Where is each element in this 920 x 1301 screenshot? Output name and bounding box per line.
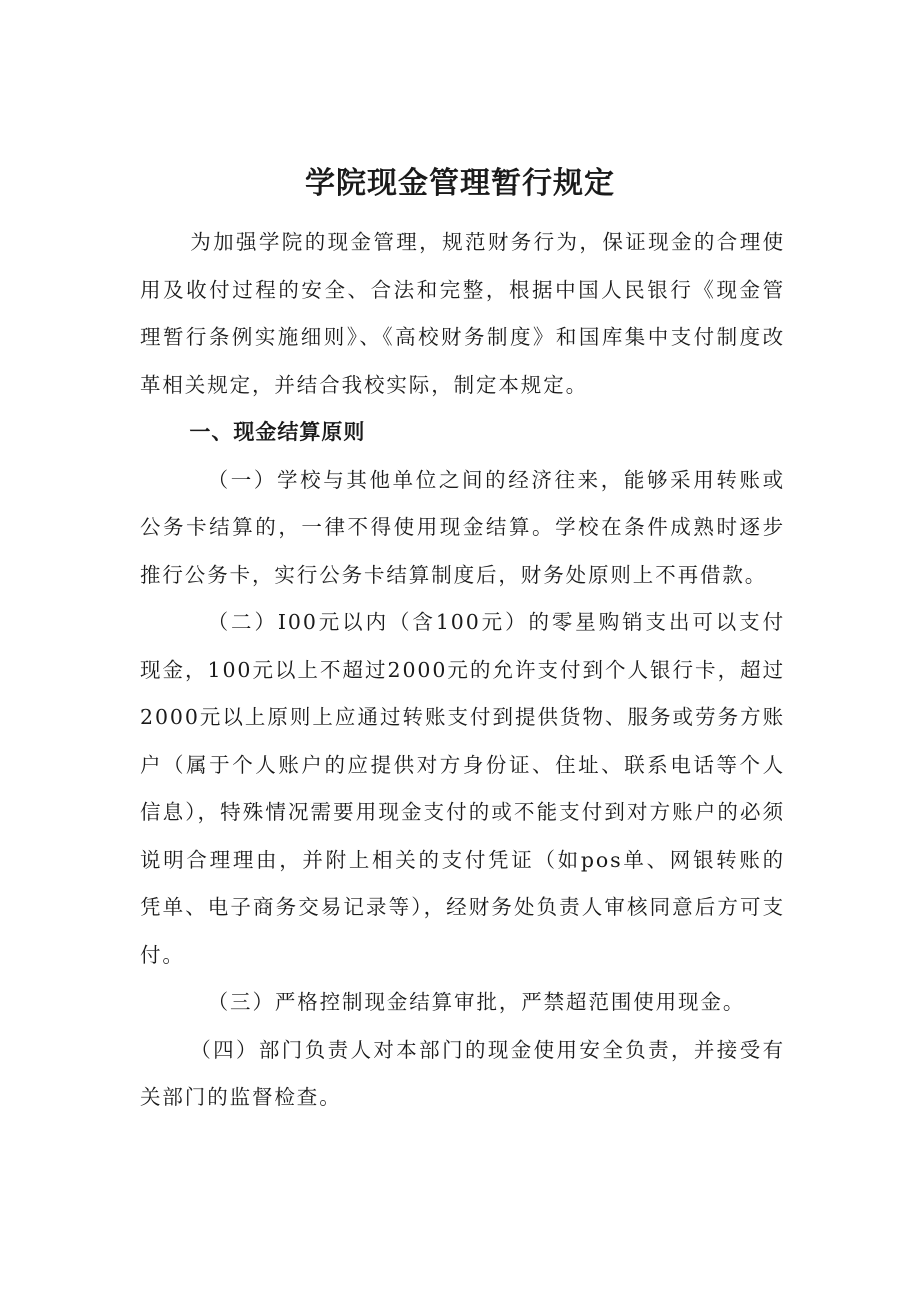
intro-paragraph: 为加强学院的现金管理，规范财务行为，保证现金的合理使用及收付过程的安全、合法和完整，根据中国人民银行《现金管理暂行条例实施细则》、《高校财务制度》和国库集中支付制度改革相关规定，并结合我校实际，制定本规定。 xyxy=(140,230,785,397)
page-title: 学院现金管理暂行规定 xyxy=(305,166,615,202)
clause-paragraph-4: （四）部门负责人对本部门的现金使用安全负责，并接受有关部门的监督检查。 xyxy=(140,1037,785,1109)
document-body xyxy=(140,219,785,1122)
clause-paragraph-2: （二）I00元以内（含100元）的零星购销支出可以支付现金，100元以上不超过2000元的允许支付到个人银行卡，超过2000元以上原则上应通过转账支付到提供货物、服务或劳务方账户（属于个人账户的应提供对方身份证、住址、联系电话等个人信息），特殊情况需要用现金支付的或不能支付到对方账户的必须说明合理理由，并附上相关的支付凭证（如pos单、网银转账的凭单、电子商务交易记录等），经财务处负责人审核同意后方可支付。 xyxy=(140,610,785,967)
section-heading: 一、现金结算原则 xyxy=(189,420,366,444)
clause-paragraph-1: （一）学校与其他单位之间的经济往来，能够采用转账或公务卡结算的，一律不得使用现金结算。学校在条件成熟时逐步推行公务卡，实行公务卡结算制度后，财务处原则上不再借款。 xyxy=(140,467,785,587)
clause-paragraph-3: （三）严格控制现金结算审批，严禁超范围使用现金。 xyxy=(207,990,746,1014)
